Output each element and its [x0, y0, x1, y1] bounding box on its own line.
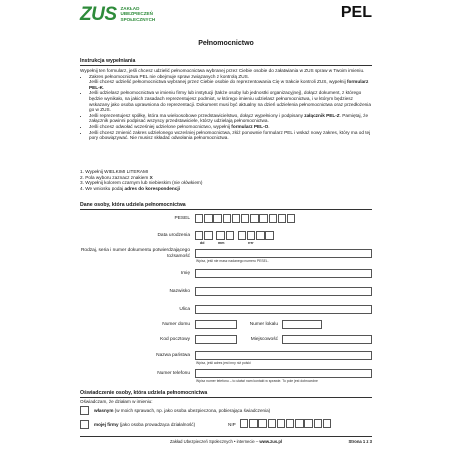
dob-hint-day: dd [200, 241, 205, 245]
house-no-label: Numer domu [162, 322, 190, 327]
pesel-digit-box[interactable] [250, 214, 258, 223]
pesel-digit-box[interactable] [259, 214, 267, 223]
nip-digit-box[interactable] [258, 419, 266, 428]
pesel-digit-box[interactable] [278, 214, 286, 223]
nip-digit-box[interactable] [277, 419, 285, 428]
instructions-list [80, 74, 372, 141]
pesel-digit-box[interactable] [195, 214, 203, 223]
dob-digit-box[interactable] [204, 231, 212, 240]
instruction-item: • Jeśli reprezentujesz spółkę, która ma wieloosobowe przedstawicielstwo, dołącz wypełniony i podpisany załącznik PEL-Z. Pamiętaj, że załącznik powinni podpisać wszyscy przedstawiciele, którzy udzielają pełnomocnictwa. [89, 113, 372, 124]
own-behalf-label: własnym (w moich sprawach, np. jako osoba ubezpieczona, pobierająca świadczenia) [94, 408, 271, 413]
footer-divider [80, 436, 372, 437]
dob-hint-month: mm [218, 241, 225, 245]
nip-digit-box[interactable] [286, 419, 294, 428]
zus-logo-text: ZAKŁAD UBEZPIECZEŃ SPOŁECZNYCH [120, 6, 156, 22]
dob-digit-box[interactable] [265, 231, 273, 240]
pesel-digit-box[interactable] [241, 214, 249, 223]
first-name-field[interactable] [195, 269, 372, 278]
pesel-digit-box[interactable] [287, 214, 295, 223]
pesel-digit-box[interactable] [232, 214, 240, 223]
instruction-item: • Jeśli chcesz odwołać wcześniej udzielone pełnomocnictwo, wypełnij formularz PEL-O. [89, 124, 372, 130]
country-label: Nazwa państwa [156, 353, 190, 358]
dob-field[interactable] [195, 231, 275, 240]
footer-center-text: Zakład Ubezpieczeń Społecznych • internecie – www.zus.pl [169, 439, 283, 444]
own-behalf-checkbox[interactable] [80, 406, 89, 415]
zus-logo-mark: ZUS [80, 3, 117, 25]
nip-digit-box[interactable] [304, 419, 312, 428]
dob-digit-box[interactable] [256, 231, 264, 240]
pesel-digit-box[interactable] [223, 214, 231, 223]
phone-label: Numer telefonu [157, 371, 190, 376]
section1-heading: Dane osoby, która udziela pełnomocnictwa [80, 202, 372, 210]
company-behalf-checkbox[interactable] [80, 420, 89, 429]
dob-label: Data urodzenia [157, 233, 190, 238]
first-name-label: Imię [180, 271, 190, 276]
step-item: 4. We wniosku podaj adres do korespondencji [80, 185, 180, 191]
flat-no-field[interactable] [282, 320, 322, 329]
pesel-label: PESEL [174, 216, 190, 221]
dob-digit-box[interactable] [238, 231, 246, 240]
city-label: Miejscowość [250, 337, 278, 342]
instructions-body [80, 68, 372, 141]
instructions-heading: Instrukcja wypełniania [80, 58, 372, 66]
country-field[interactable] [195, 351, 372, 360]
nip-digit-box[interactable] [295, 419, 303, 428]
instruction-item: • Jeśli udzielasz pełnomocnictwa w imieniu firmy lub instytucji (także osoby lub jednostki organizacyjnej), dołącz dokument, z którego będzie wynikało, na jakich zasadach reprezentujesz podmiot, w którego imieniu udzielasz pełnomocnictwa, i w którym będziesz wskazany jako osoba uprawniona do reprezentacji. Dokument musi być aktualny na dzień udzielenia pełnomocnictwa oraz przedłożenia go w ZUS. [89, 90, 372, 112]
last-name-field[interactable] [195, 287, 372, 296]
dob-digit-box[interactable] [216, 231, 224, 240]
flat-no-label: Numer lokalu [249, 322, 278, 327]
nip-field[interactable] [240, 419, 332, 428]
pesel-digit-box[interactable] [269, 214, 277, 223]
step-item: 3. Wypełnij kolorem czarnym lub niebieskim (nie ołówkiem) [80, 180, 203, 186]
phone-field[interactable] [195, 369, 372, 378]
pesel-field[interactable] [195, 214, 296, 223]
dob-digit-box[interactable] [226, 231, 234, 240]
page-number: Strona 1 z 3 [348, 439, 372, 444]
street-field[interactable] [195, 305, 372, 314]
instruction-item: • Jeśli chcesz zmienić zakres udzielonego wcześniej pełnomocnictwa, złóż ponownie formularz PEL i wskaż nowy zakres, który ma od tej pory obowiązywać. Nie musisz składać odwołania pełnomocnictwa. [89, 130, 372, 141]
dob-digit-box[interactable] [195, 231, 203, 240]
company-behalf-label: mojej firmy (jako osoba prowadząca działalność) [94, 422, 196, 427]
document-field[interactable] [195, 249, 372, 258]
nip-digit-box[interactable] [314, 419, 322, 428]
pesel-digit-box[interactable] [213, 214, 221, 223]
postcode-label: Kod pocztowy [160, 337, 190, 342]
filling-steps [80, 169, 372, 191]
country-hint: Wpisz, jeśli adres jest inny niż polski [196, 361, 251, 365]
document-hint: Wpisz, jeśli nie masz nadanego numeru PESEL. [196, 259, 269, 263]
step-item: 1. Wypełnij WIELKIMI LITERAMI [80, 169, 149, 174]
step-item: 2. Pola wyboru zaznacz znakiem X [80, 174, 153, 180]
street-label: Ulica [179, 307, 190, 312]
phone-hint: Wpisz numer telefonu – to ułatwi nam kontakt w sprawie. To pole jest dobrowolne [196, 379, 318, 383]
nip-digit-box[interactable] [323, 419, 331, 428]
document-label: Rodzaj, seria i numer dokumentu potwierdzającego tożsamość [80, 248, 190, 259]
form-code: PEL [340, 4, 372, 21]
instruction-item-continuation: Jeśli chcesz udzielić pełnomocnictwa wybranej przez Ciebie osobie do reprezentowania Cię w trakcie kontroli ZUS, wypełnij formularz PEL-K. [89, 79, 369, 90]
nip-digit-box[interactable] [249, 419, 257, 428]
nip-digit-box[interactable] [268, 419, 276, 428]
last-name-label: Nazwisko [169, 289, 190, 294]
instruction-item: • Zakres pełnomocnictwa PEL nie obejmuje spraw związanych z kontrolą ZUS. Jeśli chcesz udzielić pełnomocnictwa wybranej przez Ciebie osobie do reprezentowania Cię w trakcie kontroli ZUS, wypełnij formularz PEL-K. [89, 74, 372, 91]
dob-hint-year: rrrr [248, 241, 254, 245]
zus-logo [80, 3, 155, 25]
section2-heading: Oświadczenie osoby, która udziela pełnomocnictwa [80, 390, 372, 398]
page-title: Pełnomocnictwo [198, 40, 254, 47]
city-field[interactable] [282, 335, 372, 344]
instructions-intro: Wypełnij ten formularz, jeśli chcesz udzielić pełnomocnictwa wybranej przez Ciebie osobie do załatwiania w ZUS spraw w Twoim imieniu. [80, 68, 365, 73]
pesel-digit-box[interactable] [204, 214, 212, 223]
nip-digit-box[interactable] [240, 419, 248, 428]
declaration-intro: Oświadczam, że działam w imieniu: [80, 399, 153, 404]
dob-digit-box[interactable] [247, 231, 255, 240]
nip-label: NIP [228, 422, 236, 427]
